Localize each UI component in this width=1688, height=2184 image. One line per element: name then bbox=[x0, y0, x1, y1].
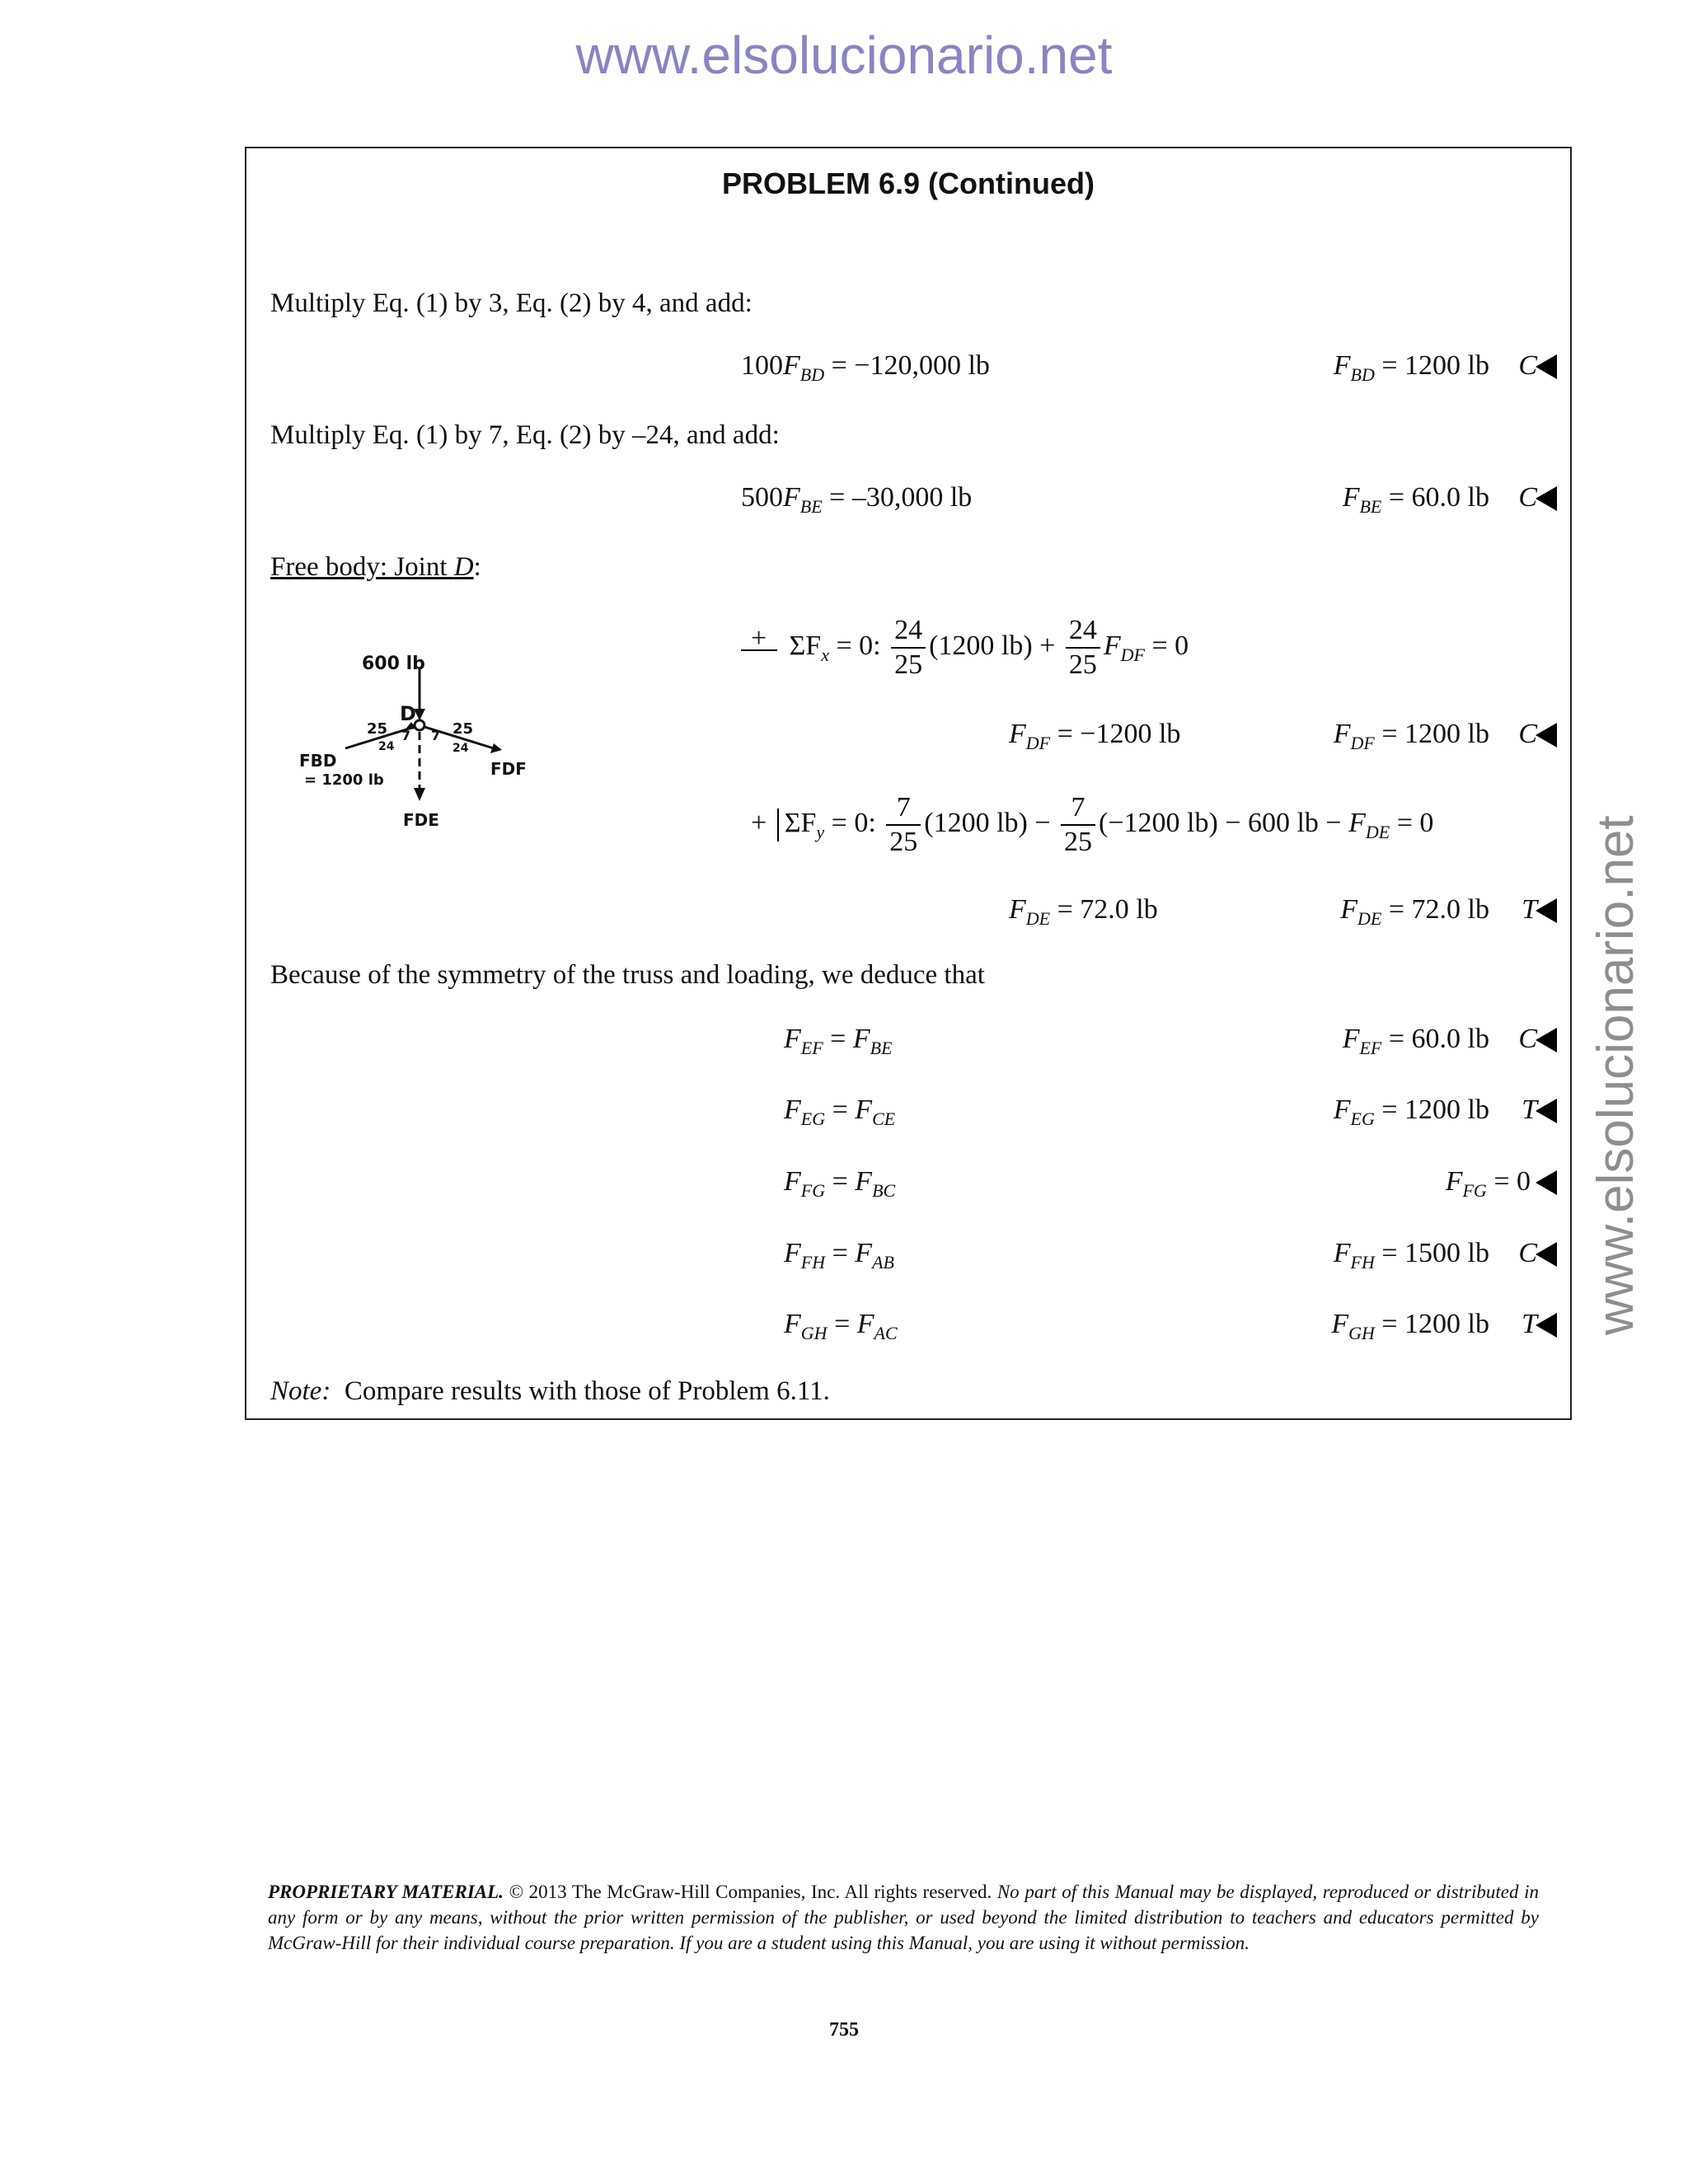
result-fde bbox=[1340, 894, 1489, 930]
symmetry-equation bbox=[784, 1094, 895, 1130]
result-fbd bbox=[1334, 350, 1489, 386]
f-symbol: F bbox=[855, 1238, 873, 1268]
result-fbe-type: C bbox=[1518, 482, 1537, 513]
f-symbol: F bbox=[1009, 719, 1026, 749]
answer-marker-icon bbox=[1536, 1028, 1557, 1052]
footer-rest: No part of this Manual may be displayed, reproduced or distributed in any form or by any means, without the prior written permission of the publisher, or used beyond the limited distribution to teachers and educators permitted by McGraw-Hill for their individual course preparation. If you are a student using this Manual, you are using it without permission. bbox=[268, 1882, 1539, 1953]
fbd-value-label: = 1200 lb bbox=[304, 771, 384, 789]
fde-arrowhead bbox=[414, 788, 425, 801]
sum-fy-term2: (−1200 lb) − 600 lb − bbox=[1099, 807, 1342, 838]
result-value: = 60.0 lb bbox=[1388, 1024, 1489, 1054]
f-symbol: F bbox=[1333, 719, 1351, 749]
sum-fy-sign: + bbox=[751, 807, 767, 838]
fraction-num: 24 bbox=[891, 614, 926, 649]
fraction-den: 25 bbox=[894, 649, 923, 680]
sub-de: DE bbox=[1025, 908, 1051, 929]
sub-bd: BD bbox=[1350, 364, 1375, 385]
fde-label: FDE bbox=[403, 810, 439, 830]
f-symbol: F bbox=[784, 1166, 801, 1197]
sum-fx-label: ΣF bbox=[789, 630, 822, 661]
problem-title: PROBLEM 6.9 (Continued) bbox=[722, 166, 1095, 200]
note bbox=[270, 1376, 830, 1407]
sub-df: DF bbox=[1120, 644, 1145, 665]
free-body-heading bbox=[270, 552, 481, 583]
result-fdf-value: = 1200 lb bbox=[1381, 719, 1489, 749]
result-type: C bbox=[1518, 1024, 1537, 1054]
equals-sign: = bbox=[832, 1238, 848, 1268]
result-value: = 1200 lb bbox=[1381, 1094, 1489, 1125]
f-symbol: F bbox=[856, 1309, 874, 1339]
answer-marker-icon bbox=[1536, 723, 1557, 748]
answer-marker-icon bbox=[1536, 486, 1557, 511]
result-ffh bbox=[1334, 1238, 1489, 1273]
f-symbol: F bbox=[784, 1094, 801, 1125]
load-label: 600 lb bbox=[362, 654, 425, 674]
step1-equation bbox=[741, 350, 990, 386]
answer-marker-icon bbox=[1536, 1313, 1557, 1338]
fraction-num: 24 bbox=[1066, 614, 1100, 649]
fraction-den: 25 bbox=[1064, 827, 1093, 857]
fdf-arrowhead bbox=[490, 743, 502, 753]
symmetry-equation bbox=[784, 1024, 893, 1059]
rightward-positive-arrow-icon bbox=[741, 623, 782, 654]
page-number: 755 bbox=[829, 2019, 859, 2041]
result-type: T bbox=[1522, 1094, 1537, 1125]
footer-bold: PROPRIETARY MATERIAL. bbox=[268, 1882, 504, 1902]
sub-df: DF bbox=[1350, 733, 1375, 753]
f-symbol: F bbox=[1333, 1094, 1351, 1125]
step2-coef: 500 bbox=[741, 482, 783, 513]
sum-fx-term1: (1200 lb) + bbox=[929, 630, 1056, 661]
fraction-num: 7 bbox=[886, 791, 921, 826]
result-sub: GH bbox=[1348, 1323, 1375, 1343]
f-symbol: F bbox=[1342, 1024, 1360, 1054]
result-value: = 1200 lb bbox=[1381, 1309, 1489, 1339]
result-sub: EF bbox=[1359, 1038, 1382, 1058]
joint-d-free-body-diagram bbox=[296, 643, 527, 841]
sum-fx-equation bbox=[741, 614, 1189, 682]
step1-text: Multiply Eq. (1) by 3, Eq. (2) by 4, and add: bbox=[270, 288, 753, 318]
symmetry-equation bbox=[784, 1238, 894, 1273]
f-symbol: F bbox=[855, 1166, 873, 1197]
result-fde-value: = 72.0 lb bbox=[1388, 894, 1489, 925]
step2-text: Multiply Eq. (1) by 7, Eq. (2) by –24, and add: bbox=[270, 420, 780, 450]
fraction bbox=[1061, 791, 1095, 859]
fraction-num: 7 bbox=[1061, 791, 1095, 826]
answer-marker-icon bbox=[1536, 354, 1557, 379]
answer-marker-icon bbox=[1536, 1170, 1557, 1195]
sym-rhs-sub: AB bbox=[872, 1252, 894, 1272]
f-symbol: F bbox=[1348, 807, 1366, 838]
step2-eq-rhs: = –30,000 lb bbox=[829, 482, 973, 513]
f-symbol: F bbox=[855, 1094, 873, 1125]
f-symbol: F bbox=[783, 350, 800, 381]
left-slope-24: 24 bbox=[378, 740, 395, 753]
result-fgh bbox=[1331, 1309, 1489, 1344]
result-ffg bbox=[1446, 1166, 1531, 1202]
free-body-colon: : bbox=[473, 552, 481, 582]
sub-de: DE bbox=[1357, 908, 1382, 929]
f-symbol: F bbox=[1331, 1309, 1349, 1339]
copyright-footer bbox=[268, 1879, 1539, 1956]
f-symbol: F bbox=[1009, 894, 1026, 925]
symmetry-equation bbox=[784, 1309, 898, 1344]
sub-be: BE bbox=[799, 496, 823, 517]
result-fde-type: T bbox=[1522, 894, 1537, 925]
result-fef bbox=[1343, 1024, 1489, 1059]
result-fbd-value: = 1200 lb bbox=[1381, 350, 1489, 381]
f-symbol: F bbox=[1445, 1166, 1463, 1197]
sum-fy-eq0: = 0: bbox=[831, 807, 876, 838]
equals-sign: = bbox=[832, 1166, 848, 1197]
fraction-den: 25 bbox=[1068, 649, 1097, 680]
fraction bbox=[886, 791, 921, 859]
sum-fy-tail: = 0 bbox=[1396, 807, 1434, 838]
left-slope-25: 25 bbox=[367, 720, 388, 738]
sub-de: DE bbox=[1365, 821, 1390, 842]
step1-coef: 100 bbox=[741, 350, 783, 381]
sum-fy-equation bbox=[751, 791, 1433, 859]
joint-label: D bbox=[400, 702, 416, 725]
sym-lhs-sub: FG bbox=[800, 1180, 826, 1201]
f-symbol: F bbox=[784, 1309, 801, 1339]
right-slope-25: 25 bbox=[452, 720, 474, 738]
result-value: = 0 bbox=[1493, 1166, 1531, 1197]
f-symbol: F bbox=[852, 1024, 870, 1054]
f-symbol: F bbox=[1340, 894, 1358, 925]
sym-rhs-sub: BE bbox=[870, 1038, 893, 1058]
watermark-side: www.elsolucionario.net bbox=[1587, 815, 1644, 1335]
fde-eq-rhs: = 72.0 lb bbox=[1057, 894, 1158, 925]
f-symbol: F bbox=[1342, 482, 1360, 513]
equals-sign: = bbox=[830, 1024, 846, 1054]
sum-fx-sign: + bbox=[751, 623, 767, 654]
fbd-label: FBD bbox=[299, 751, 337, 771]
fraction bbox=[891, 614, 926, 682]
f-symbol: F bbox=[784, 1238, 801, 1268]
sum-fx-sub: x bbox=[821, 644, 829, 665]
result-value: = 1500 lb bbox=[1381, 1238, 1489, 1268]
step1-eq-rhs: = −120,000 lb bbox=[831, 350, 990, 381]
sub-bd: BD bbox=[799, 364, 825, 385]
sum-fy-term1: (1200 lb) − bbox=[924, 807, 1051, 838]
fraction bbox=[1066, 614, 1100, 682]
watermark-top: www.elsolucionario.net bbox=[575, 26, 1113, 85]
free-body-joint: D bbox=[453, 552, 474, 582]
result-sub: EG bbox=[1350, 1108, 1375, 1129]
answer-marker-icon bbox=[1536, 898, 1557, 923]
sym-rhs-sub: BC bbox=[872, 1180, 896, 1201]
equals-sign: = bbox=[834, 1309, 851, 1339]
symmetry-text: Because of the symmetry of the truss and loading, we deduce that bbox=[270, 960, 985, 990]
f-symbol: F bbox=[784, 1024, 801, 1054]
sub-df: DF bbox=[1025, 733, 1051, 753]
sum-fx-tail: = 0 bbox=[1151, 630, 1189, 661]
sym-lhs-sub: GH bbox=[800, 1323, 828, 1343]
footer-copyright: © 2013 The McGraw-Hill Companies, Inc. All rights reserved. bbox=[509, 1882, 992, 1902]
symmetry-equation bbox=[784, 1166, 895, 1202]
sym-lhs-sub: FH bbox=[800, 1252, 826, 1272]
f-symbol: F bbox=[1333, 350, 1351, 381]
fdf-label: FDF bbox=[490, 759, 527, 779]
sym-lhs-sub: EF bbox=[800, 1038, 823, 1058]
note-label: Note: bbox=[270, 1376, 331, 1406]
fdf-equation bbox=[1009, 719, 1180, 754]
fraction-den: 25 bbox=[889, 827, 918, 857]
right-slope-7: 7 bbox=[431, 728, 441, 743]
result-fbe-value: = 60.0 lb bbox=[1388, 482, 1489, 513]
note-text: Compare results with those of Problem 6.11. bbox=[344, 1376, 830, 1406]
fdf-eq-rhs: = −1200 lb bbox=[1057, 719, 1181, 749]
sum-fy-sub: y bbox=[816, 821, 825, 842]
result-type: T bbox=[1522, 1309, 1537, 1339]
left-slope-7: 7 bbox=[401, 728, 411, 743]
sum-fy-label: ΣF bbox=[784, 807, 817, 838]
f-symbol: F bbox=[1103, 630, 1121, 661]
result-sub: FG bbox=[1462, 1180, 1487, 1201]
result-fbe bbox=[1343, 482, 1489, 518]
upward-positive-arrow-icon bbox=[777, 808, 781, 841]
answer-marker-icon bbox=[1536, 1099, 1557, 1123]
free-body-label: Free body: Joint bbox=[270, 552, 448, 582]
step2-equation bbox=[741, 482, 972, 518]
sum-fx-eq0: = 0: bbox=[836, 630, 881, 661]
result-fdf-type: C bbox=[1518, 719, 1537, 749]
sym-lhs-sub: EG bbox=[800, 1108, 826, 1129]
result-feg bbox=[1334, 1094, 1489, 1130]
result-fdf bbox=[1334, 719, 1489, 754]
result-sub: FH bbox=[1350, 1252, 1375, 1272]
solution-box bbox=[245, 147, 1572, 1420]
f-symbol: F bbox=[783, 482, 800, 513]
equals-sign: = bbox=[832, 1094, 848, 1125]
result-type: C bbox=[1518, 1238, 1537, 1268]
sub-be: BE bbox=[1359, 496, 1382, 517]
f-symbol: F bbox=[1333, 1238, 1351, 1268]
sym-rhs-sub: CE bbox=[872, 1108, 896, 1129]
result-fbd-type: C bbox=[1518, 350, 1537, 381]
right-slope-24: 24 bbox=[452, 742, 469, 755]
answer-marker-icon bbox=[1536, 1242, 1557, 1267]
fde-equation bbox=[1009, 894, 1158, 930]
sym-rhs-sub: AC bbox=[874, 1323, 898, 1343]
